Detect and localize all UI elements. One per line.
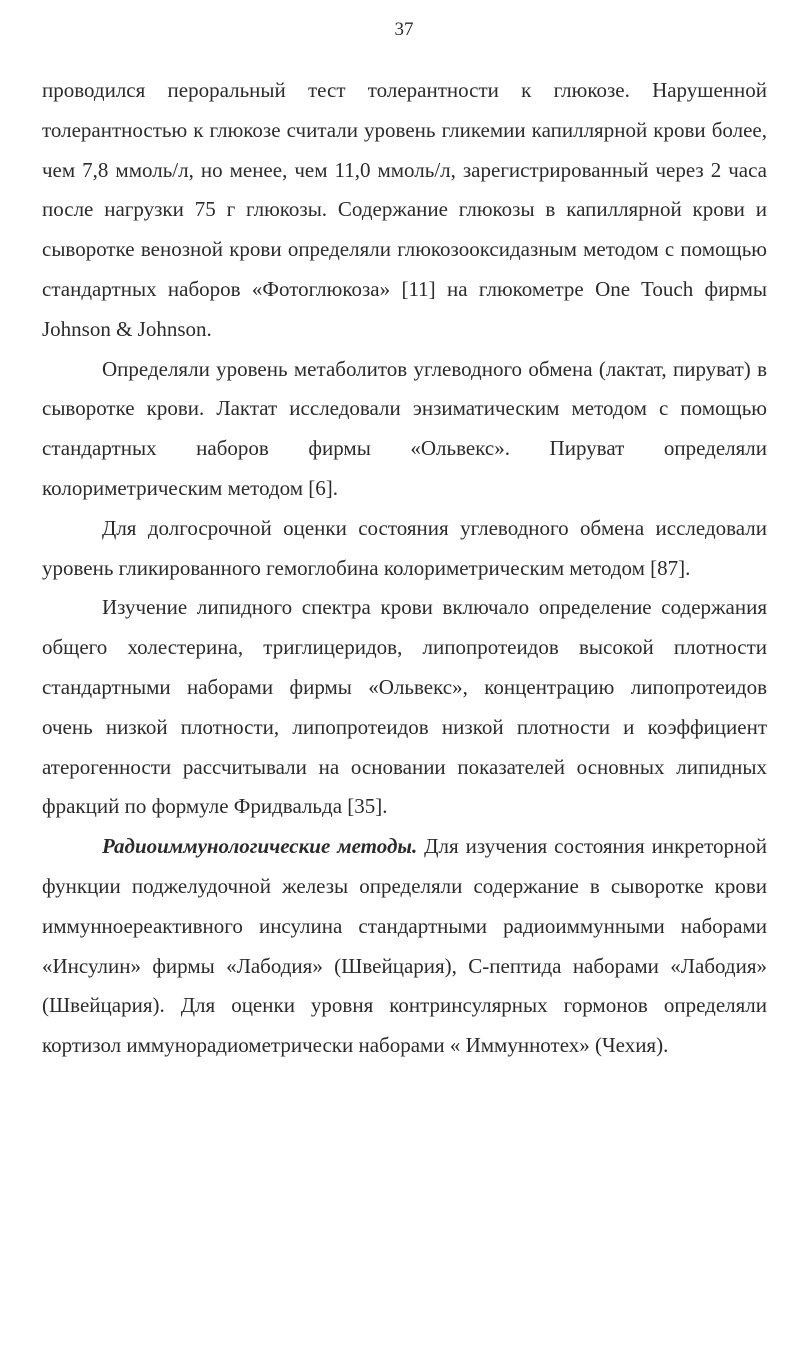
radioimmunology-text: Для изучения состояния инкреторной функции поджелудочной железы определяли содержание в сыворотке крови иммунноереактивного инсулина стандартными радиоиммунными наборами «Инсулин» фирмы «Лабодия» (Швейцария), С-пептида наборами «Лабодия» (Швейцария). Для оценки уровня контринсулярных гормонов определяли кортизол иммунорадиометрически наборами « Иммуннотех» (Чехия). <box>42 834 767 1058</box>
paragraph-metabolites: Определяли уровень метаболитов углеводного обмена (лактат, пируват) в сыворотке крови. Лактат исследовали энзиматическим методом с помощью стандартных наборов фирмы «Ольвекс». Пируват определяли колориметрическим методом [6]. <box>42 356 767 500</box>
section-heading-radioimmunology: Радиоиммунологические методы. <box>102 834 418 859</box>
page-number: 37 <box>394 19 414 40</box>
paragraph-glycated-hemoglobin: Для долгосрочной оценки состояния углеводного обмена исследовали уровень гликированного гемоглобина колориметрическим методом [87]. <box>42 515 767 580</box>
paragraph-radioimmunology <box>42 827 767 1066</box>
paragraph-glucose-test: проводился пероральный тест толерантности к глюкозе. Нарушенной толерантностью к глюкозе считали уровень гликемии капиллярной крови более, чем 7,8 ммоль/л, но менее, чем 11,0 ммоль/л, зарегистрированный через 2 часа после нагрузки 75 г глюкозы. Содержание глюкозы в капиллярной крови и сыворотке венозной крови определяли глюкозооксидазным методом с помощью стандартных наборов «Фотоглюкоза» [11] на глюкометре One Touch фирмы Johnson & Johnson. <box>42 78 767 341</box>
document-body <box>42 71 767 1066</box>
paragraph-lipid-spectrum: Изучение липидного спектра крови включало определение содержания общего холестерина, триглицеридов, липопротеидов высокой плотности стандартными наборами фирмы «Ольвекс», концентрацию липопротеидов очень низкой плотности, липопротеидов низкой плотности и коэффициент атерогенности рассчитывали на основании показателей основных липидных фракций по формуле Фридвальда [35]. <box>42 595 767 819</box>
